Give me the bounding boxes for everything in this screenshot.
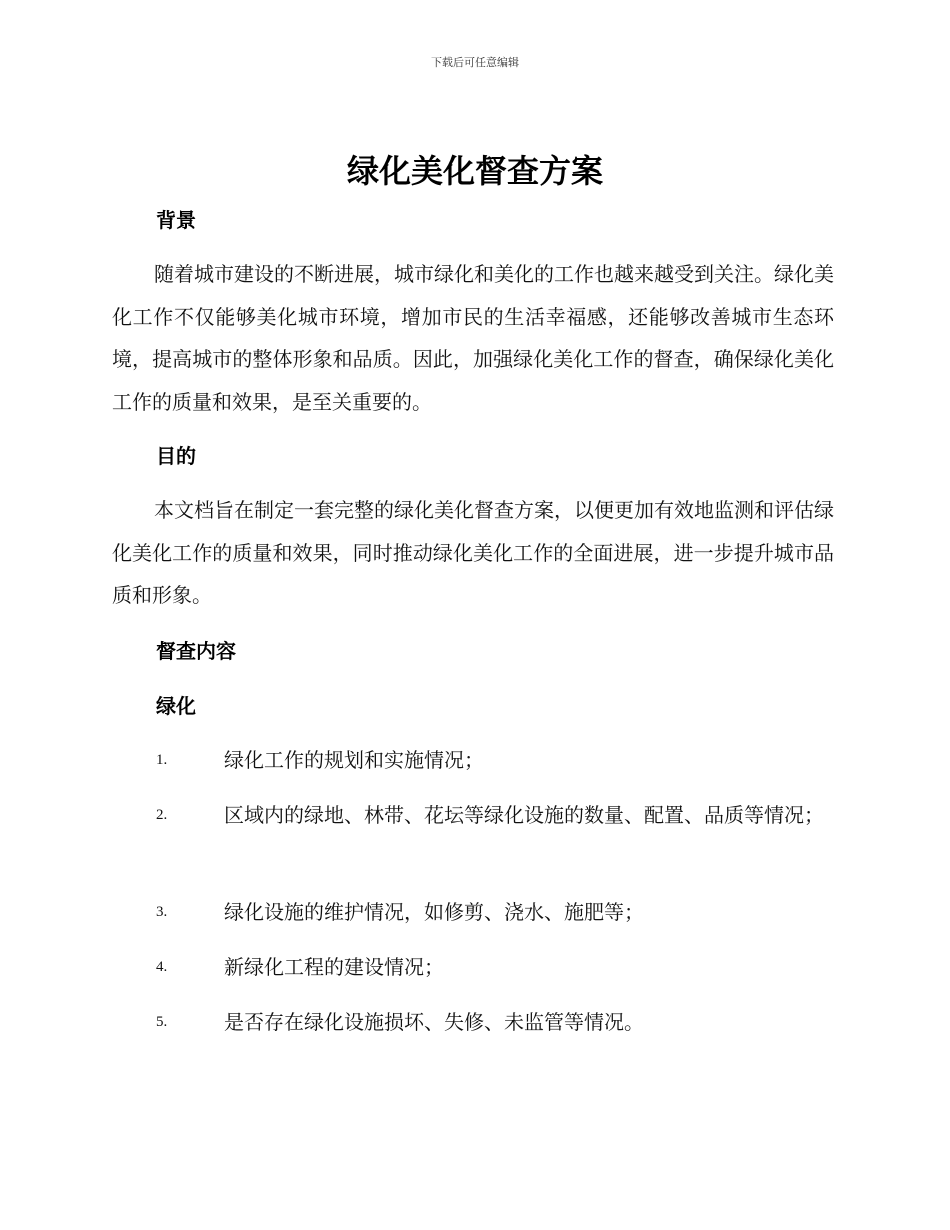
list-item [112,891,834,934]
list-item-number: 2. [156,807,168,823]
list-item-text: 区域内的绿地、林带、花坛等绿化设施的数量、配置、品质等情况； [224,803,824,827]
section-heading-background: 背景 [156,208,196,232]
background-paragraph: 随着城市建设的不断进展，城市绿化和美化的工作也越来越受到关注。绿化美化工作不仅能够美化城市环境，增加市民的生活幸福感，还能够改善城市生态环境，提高城市的整体形象和品质。因此，加强绿化美化工作的督查，确保绿化美化工作的质量和效果，是至关重要的。 [112,262,834,414]
list-item-number: 3. [156,904,168,920]
list-item-number: 1. [156,752,168,768]
list-item-text: 新绿化工程的建设情况； [224,955,444,979]
list-item [112,1001,834,1044]
subsection-heading-greening: 绿化 [156,694,196,718]
list-item-number: 5. [156,1014,168,1030]
list-item-number: 4. [156,959,168,975]
section-heading-content: 督查内容 [156,639,236,663]
page-header-note: 下载后可任意编辑 [431,56,519,69]
list-item-text: 绿化工作的规划和实施情况； [224,748,484,772]
purpose-paragraph: 本文档旨在制定一套完整的绿化美化督查方案，以便更加有效地监测和评估绿化美化工作的质量和效果，同时推动绿化美化工作的全面进展，进一步提升城市品质和形象。 [112,498,834,607]
list-item [112,946,834,989]
list-item [112,794,834,837]
list-item-text: 绿化设施的维护情况，如修剪、浇水、施肥等； [224,900,644,924]
document-title: 绿化美化督查方案 [346,152,603,190]
section-heading-purpose: 目的 [156,444,196,468]
list-item [112,739,834,782]
list-item-text: 是否存在绿化设施损坏、失修、未监管等情况。 [224,1010,644,1034]
